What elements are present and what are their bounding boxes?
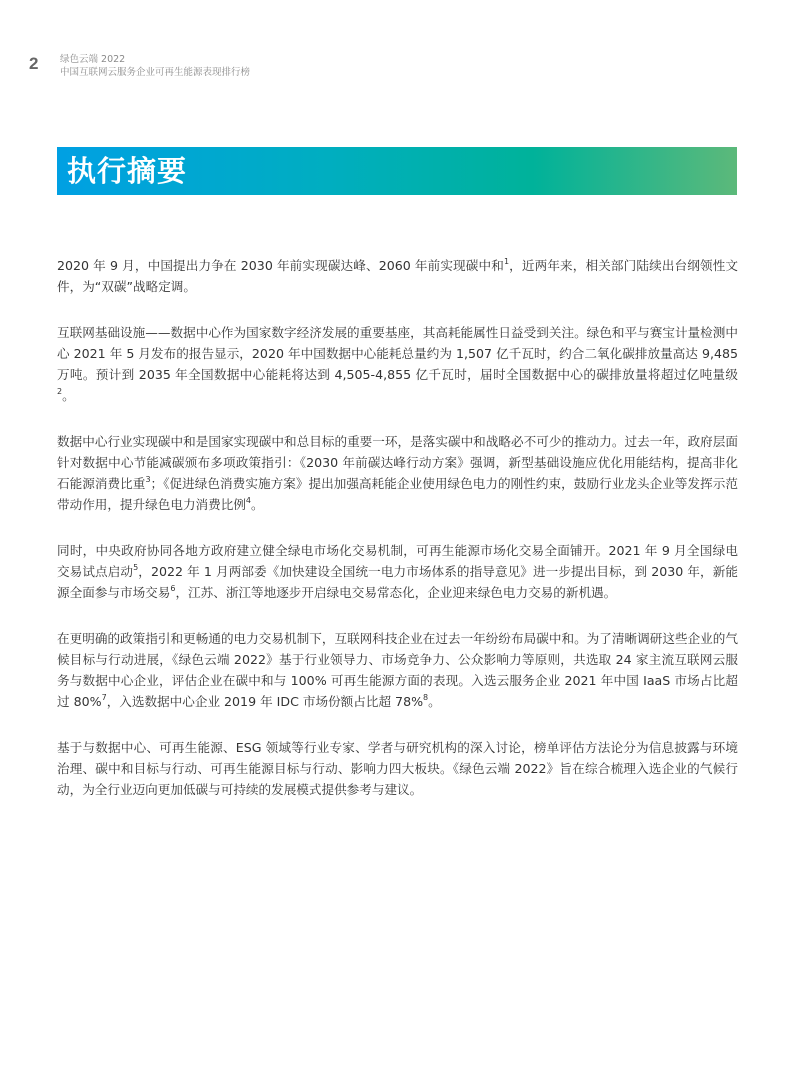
section-banner (57, 147, 737, 195)
footnote-ref: 4 (245, 496, 251, 505)
text: ，近两年来，相关部门陆续出台纲领性文件，为“双碳”战略定调。 (57, 258, 739, 294)
paragraph (57, 737, 738, 800)
paragraph (57, 322, 738, 406)
section-title: 执行摘要 (67, 154, 188, 188)
paragraph (57, 628, 738, 712)
footnote-ref: 3 (145, 475, 151, 484)
text: 。 (251, 497, 264, 512)
footnote-ref: 8 (423, 693, 429, 702)
report-title: 绿色云端 2022 (60, 54, 126, 65)
text: ；《促进绿色消费实施方案》提出加强高耗能企业使用绿色电力的刚性约束，鼓励行业龙头企业等发挥示范带动作用，提升绿色电力消费比例 (57, 476, 739, 512)
footnote-ref: 7 (101, 693, 107, 702)
footnote-ref: 5 (133, 563, 139, 572)
text: ，江苏、浙江等地逐步开启绿电交易常态化，企业迎来绿色电力交易的新机遇。 (175, 585, 617, 600)
text: 。 (428, 694, 441, 709)
page-number: 2 (29, 54, 39, 73)
text: ，入选数据中心企业 2019 年 IDC 市场份额占比超 78% (106, 694, 424, 709)
text: 数据中心行业实现碳中和是国家实现碳中和总目标的重要一环，是落实碳中和战略必不可少的推动力。过去一年，政府层面针对数据中心节能减碳颁布多项政策指引：《2030 年前碳达峰行动方案》强调，新型基础设施应优化用能结构，提高非化石能源消费比重 (57, 434, 738, 491)
text: 同时，中央政府协同各地方政府建立健全绿电市场化交易机制，可再生能源市场化交易全面铺开。2021 年 9 月全国绿电交易试点启动 (57, 543, 738, 579)
footnote-ref: 1 (503, 257, 510, 266)
running-header (60, 53, 250, 79)
text: 2020 年 9 月，中国提出力争在 2030 年前实现碳达峰、2060 年前实现碳中和 (57, 258, 504, 273)
paragraph (57, 540, 738, 603)
paragraph (57, 431, 738, 515)
text: 基于与数据中心、可再生能源、ESG 领域等行业专家、学者与研究机构的深入讨论，榜单评估方法论分为信息披露与环境治理、碳中和目标与行动、可再生能源目标与行动、影响力四大板块。《绿色云端 2022》旨在综合梳理入选企业的气候行动，为全行业迈向更加低碳与可持续的发展模式提供参考与建议。 (57, 740, 738, 797)
text: 。 (62, 388, 75, 403)
text: 互联网基础设施——数据中心作为国家数字经济发展的重要基座，其高耗能属性日益受到关注。绿色和平与赛宝计量检测中心 2021 年 5 月发布的报告显示，2020 年中国数据中心能耗总量约为 1,507 亿千瓦时，约合二氧化碳排放量高达 9,485 万吨。预计到 2035 年全国数据中心能耗将达到 4,505-4,855 亿千瓦时，届时全国数据中心的碳排放量将超过亿吨量级 (57, 325, 738, 382)
text: ，2022 年 1 月两部委《加快建设全国统一电力市场体系的指导意见》进一步提出目标，到 2030 年，新能源全面参与市场交易 (57, 564, 738, 600)
footnote-ref: 6 (170, 584, 176, 593)
text: 在更明确的政策指引和更畅通的电力交易机制下，互联网科技企业在过去一年纷纷布局碳中和。为了清晰调研这些企业的气候目标与行动进展，《绿色云端 2022》基于行业领导力、市场竞争力、公众影响力等原则，共选取 24 家主流互联网云服务与数据中心企业，评估企业在碳中和与 100% 可再生能源方面的表现。入选云服务企业 2021 年中国 IaaS 市场占比超过 80% (57, 631, 738, 709)
report-subtitle: 中国互联网云服务企业可再生能源表现排行榜 (60, 67, 251, 78)
body-text (57, 255, 738, 825)
footnote-ref: 2 (57, 387, 63, 396)
paragraph (57, 255, 738, 297)
